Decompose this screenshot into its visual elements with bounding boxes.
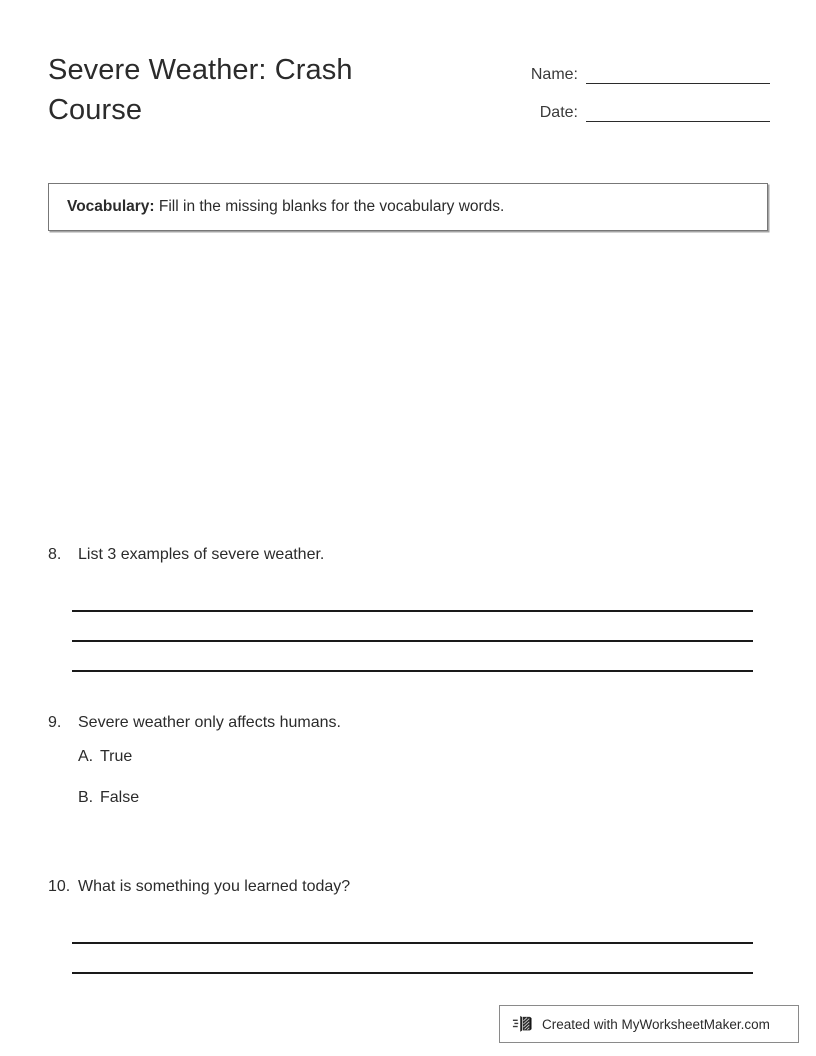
question-8-prompt: [48, 546, 768, 564]
question-9-prompt: [48, 714, 768, 732]
question-10-prompt: [48, 878, 768, 896]
answer-line[interactable]: [72, 612, 753, 642]
answer-line[interactable]: [72, 914, 753, 944]
question-8-text: List 3 examples of severe weather.: [78, 546, 325, 563]
question-9: [48, 714, 768, 830]
question-10-number: 10.: [48, 878, 71, 895]
worksheet-maker-logo-icon: [512, 1013, 534, 1035]
question-8: [48, 546, 768, 672]
question-10: [48, 878, 768, 974]
option-b-letter: B.: [78, 789, 94, 806]
footer-attribution-text: Created with MyWorksheetMaker.com: [542, 1016, 770, 1032]
vocabulary-callout-text: [49, 199, 504, 215]
option-a-letter: A.: [78, 748, 94, 765]
vocabulary-callout-heading: Vocabulary:: [67, 198, 155, 216]
vocabulary-callout-instruction: Fill in the missing blanks for the vocabulary words.: [158, 198, 505, 216]
option-b[interactable]: [78, 789, 768, 830]
answer-line[interactable]: [72, 944, 753, 974]
question-10-text: What is something you learned today?: [78, 878, 351, 895]
question-9-number: 9.: [48, 714, 62, 731]
option-a-label: True: [100, 748, 133, 765]
page-title: Severe Weather: Crash Course: [48, 54, 353, 126]
name-input-rule[interactable]: [586, 83, 770, 84]
answer-line[interactable]: [72, 582, 753, 612]
question-8-answer-area: [48, 582, 768, 672]
date-input-rule[interactable]: [586, 121, 770, 122]
footer-attribution-badge[interactable]: [499, 1005, 799, 1043]
date-label: Date:: [539, 104, 578, 121]
question-9-options: [48, 748, 768, 830]
date-field-row: [500, 88, 770, 126]
question-8-number: 8.: [48, 546, 62, 563]
option-b-label: False: [100, 789, 140, 806]
option-a[interactable]: [78, 748, 768, 789]
vocabulary-callout-box: [48, 183, 768, 231]
question-9-text: Severe weather only affects humans.: [78, 714, 341, 731]
name-label: Name:: [530, 66, 578, 83]
answer-line[interactable]: [72, 642, 753, 672]
student-info-fields: [500, 50, 770, 126]
question-10-answer-area: [48, 914, 768, 974]
name-field-row: [500, 50, 770, 88]
